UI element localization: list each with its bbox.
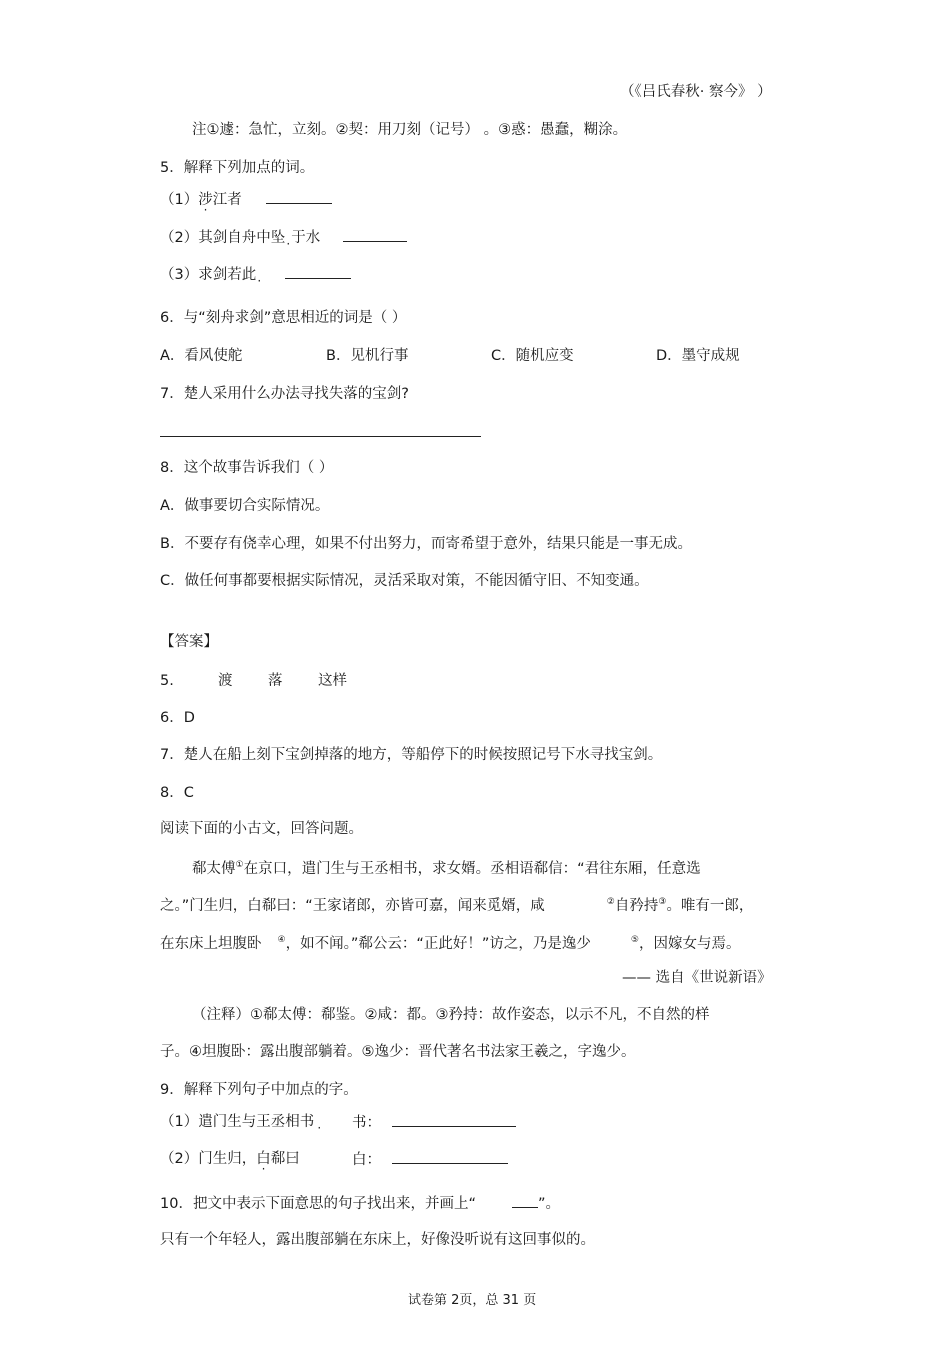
passage-notes-line-1: （注释）①郗太傅：郗鉴。②咸：都。③矜持：故作姿态，以示不凡，不自然的样 [192, 1007, 710, 1023]
passage-notes-line-2: 子。④坦腹卧：露出腹部躺着。⑤逸少：晋代著名书法家王羲之，字逸少。 [160, 1044, 636, 1060]
question-6-option-c[interactable]: C．随机应变 [491, 348, 574, 364]
question-6-option-a[interactable]: A．看风使舵 [160, 348, 243, 364]
question-8-option-c[interactable]: C．做任何事都要根据实际情况，灵活采取对策，不能因循守旧、不知变通。 [160, 573, 649, 589]
question-10-stem: 10．把文中表示下面意思的句子找出来，并画上“ ”。 [160, 1193, 560, 1214]
answer-5-word-3: 这样 [318, 673, 347, 689]
answer-blank[interactable] [392, 1112, 516, 1127]
question-9-stem: 9．解释下列句子中加点的字。 [160, 1082, 358, 1098]
answer-5: 5. [160, 673, 174, 689]
answer-6: 6．D [160, 710, 195, 726]
note-annotation: 注①遽：急忙，立刻。②契：用刀刻（记号） 。③惑：愚蠢，糊涂。 [192, 122, 628, 138]
page-footer: 试卷第 2页，总 31 页 [408, 1293, 537, 1308]
answers-heading: 【答案】 [160, 634, 218, 650]
question-8-stem: 8．这个故事告诉我们（ ） [160, 460, 334, 476]
question-5-item-2: （2）其剑自舟中坠 于水 [160, 227, 407, 248]
answer-5-word-2: 落 [268, 673, 283, 689]
answer-blank[interactable] [266, 189, 332, 204]
answer-5-word-1: 渡 [218, 673, 233, 689]
answer-blank[interactable] [392, 1149, 508, 1164]
question-5-item-1: （1）涉江者 [160, 189, 332, 210]
answer-line[interactable] [160, 436, 481, 437]
question-10-meaning: 只有一个年轻人，露出腹部躺在东床上，好像没听说有这回事似的。 [160, 1232, 595, 1248]
question-6-option-b[interactable]: B．见机行事 [326, 348, 409, 364]
question-5-item-3: （3）求剑若此 [160, 264, 351, 285]
answer-blank[interactable] [343, 227, 407, 242]
question-8-option-b[interactable]: B．不要存有侥幸心理，如果不付出努力，而寄希望于意外，结果只能是一事无成。 [160, 536, 692, 552]
passage-line-1: 郗太傅①在京口，遣门生与王丞相书，求女婿。丞相语郗信：“君往东厢，任意选 [192, 860, 701, 877]
question-5-stem: 5．解释下列加点的词。 [160, 160, 315, 176]
question-7-stem: 7．楚人采用什么办法寻找失落的宝剑? [160, 386, 409, 402]
question-9-item-2: （2）门生归，白郗曰 [160, 1151, 300, 1167]
underline-sample [512, 1193, 538, 1208]
question-6-option-d[interactable]: D．墨守成规 [656, 348, 740, 364]
passage-intro: 阅读下面的小古文，回答问题。 [160, 821, 363, 837]
question-8-option-a[interactable]: A．做事要切合实际情况。 [160, 498, 330, 514]
question-6-stem: 6．与“刻舟求剑”意思相近的词是（ ） [160, 310, 407, 326]
answer-7: 7．楚人在船上刻下宝剑掉落的地方，等船停下的时候按照记号下水寻找宝剑。 [160, 747, 663, 763]
passage-line-3: 在东床上坦腹卧 ④，如不闻。”郗公云：“正此好！”访之，乃是逸少 ⑤，因嫁女与焉。 [160, 935, 741, 952]
question-9-item-2-answer: 白： [352, 1149, 508, 1170]
answer-8: 8．C [160, 785, 194, 801]
passage-line-2: 之。”门生归，白郗曰：“王家诸郎，亦皆可嘉，闻来觅婿，咸 ②自矜持③。唯有一郎， [160, 897, 754, 914]
passage-source: —— 选自《世说新语》 [622, 970, 772, 986]
question-9-item-1: （1）遣门生与王丞相书 [160, 1114, 315, 1130]
answer-blank[interactable] [285, 264, 351, 279]
question-9-item-1-answer: 书： [352, 1112, 516, 1133]
source-citation: （《吕氏春秋· 察今》 ） [620, 84, 772, 100]
